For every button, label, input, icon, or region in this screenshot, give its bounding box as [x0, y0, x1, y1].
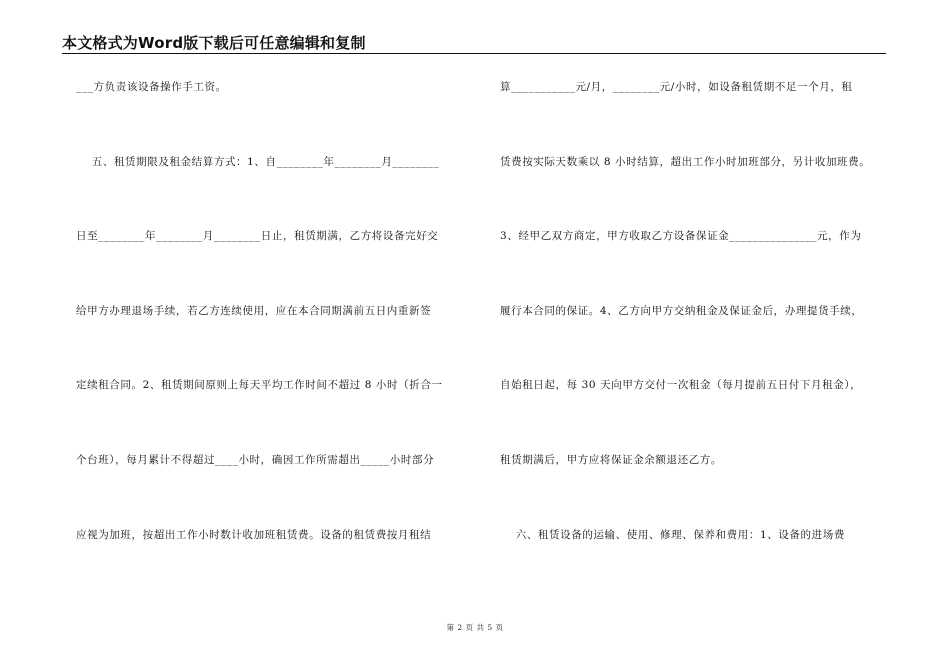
- text-line: ___方负责该设备操作手工资。: [76, 81, 227, 93]
- text-line: 应视为加班，按超出工作小时数计收加班租赁费。设备的租赁费按月租结: [76, 529, 432, 541]
- page-number: 第 2 页 共 5 页: [446, 623, 504, 632]
- text-line: 五、租赁期限及租金结算方式：1、自________年________月________: [76, 156, 440, 168]
- document-header: [62, 34, 884, 52]
- text-line: 自始租日起，每 30 天向甲方交付一次租金（每月提前五日付下月租金），: [500, 379, 862, 391]
- text-line: 履行本合同的保证。4、乙方向甲方交纳租金及保证金后，办理提货手续，: [500, 305, 863, 317]
- header-title: 本文格式为Word版下载后可任意编辑和复制: [62, 34, 366, 52]
- text-line: 个台班），每月累计不得超过____小时，确因工作所需超出_____小时部分: [76, 454, 435, 466]
- text-line: 3、经甲乙双方商定，甲方收取乙方设备保证金_______________元，作为: [500, 230, 862, 242]
- text-line: 定续租合同。2、租赁期间原则上每天平均工作时间不超过 8 小时（折合一: [76, 379, 443, 391]
- text-line: 给甲方办理退场手续，若乙方连续使用，应在本合同期满前五日内重新签: [76, 305, 432, 317]
- text-line: 赁费按实际天数乘以 8 小时结算，超出工作小时加班部分，另计收加班费。: [500, 156, 871, 168]
- header-divider: [62, 53, 886, 54]
- text-line: 六、租赁设备的运输、使用、修理、保养和费用：1、设备的进场费: [500, 529, 845, 541]
- text-line: 算___________元/月，________元/小时，如设备租赁期不足一个月，租: [500, 81, 853, 93]
- text-line: 租赁期满后，甲方应将保证金余额退还乙方。: [500, 454, 722, 466]
- text-line: 日至________年________月________日止，租赁期满，乙方将设备完好交: [76, 230, 439, 242]
